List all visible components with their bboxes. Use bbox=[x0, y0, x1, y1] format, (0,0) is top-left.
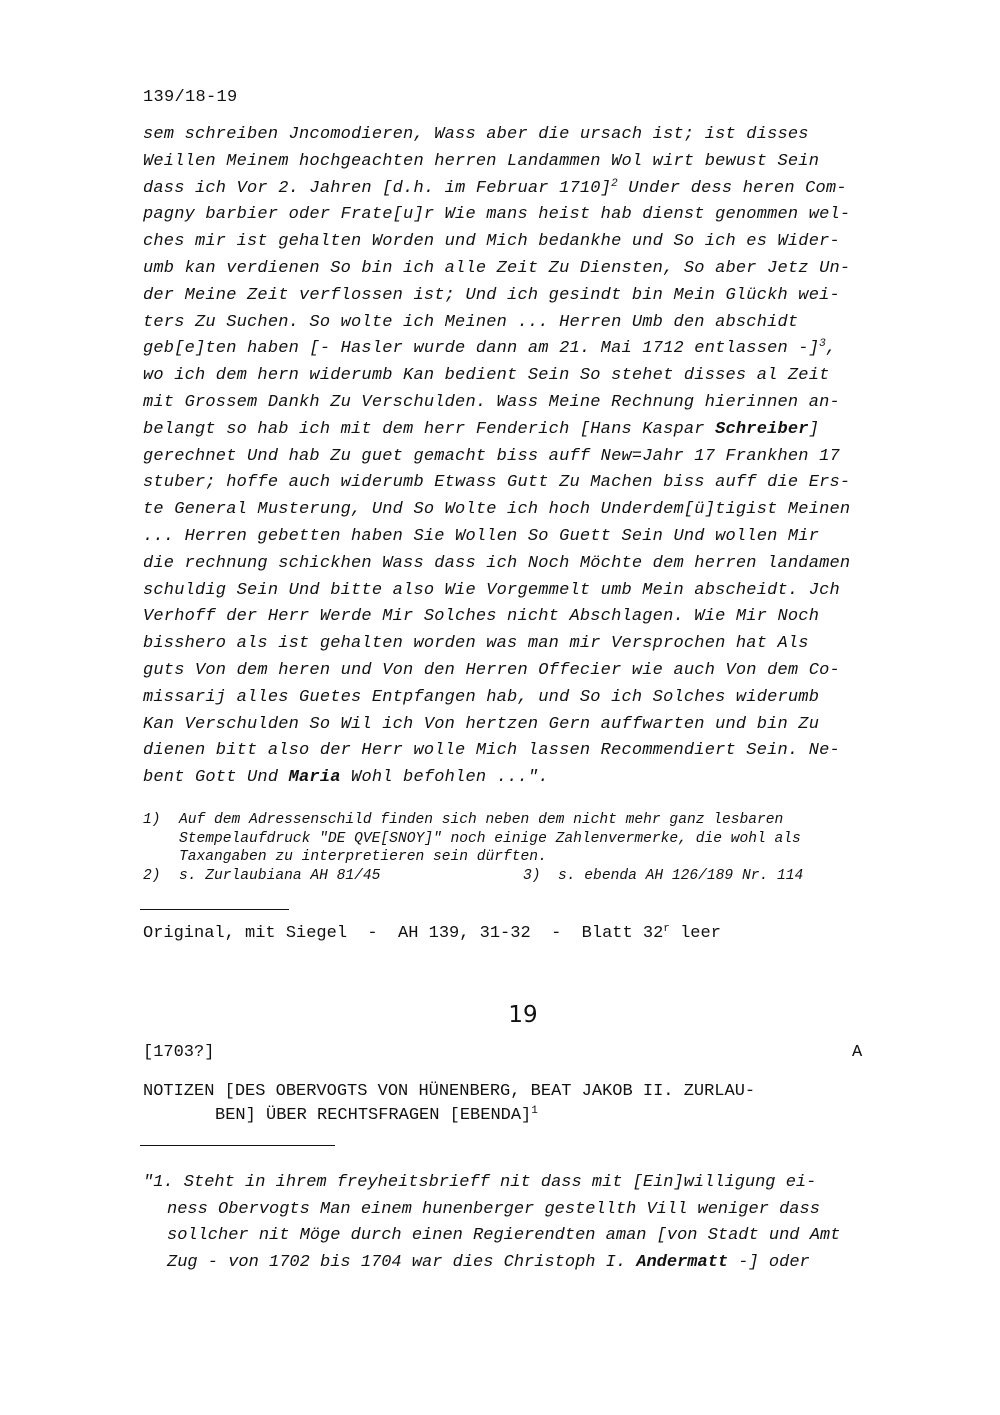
quote-line: ness Obervogts Man einem hunenberger gestellth Vill weniger dass bbox=[167, 1199, 820, 1219]
quote-line: sollcher nit Möge durch einen Regierendten aman [von Stadt und Amt bbox=[167, 1226, 841, 1245]
separator-rule bbox=[140, 1145, 335, 1146]
letter-line-part: Wohl befohlen ...". bbox=[340, 768, 549, 788]
quote-line-part: Zug - von 1702 bis 1704 war dies Christoph I. bbox=[167, 1252, 637, 1272]
letter-line: gerechnet Und hab Zu guet gemacht biss auff New=Jahr 17 Frankhen 17 bbox=[143, 446, 840, 466]
letter-line bbox=[143, 336, 913, 363]
letter-line: Verhoff der Herr Werde Mir Solches nicht Abschlagen. Wie Mir Noch bbox=[143, 607, 820, 627]
letter-line-part: , bbox=[825, 339, 837, 359]
letter-line-part: ] bbox=[808, 419, 820, 439]
letter-line bbox=[143, 176, 913, 203]
letter-line-part: geb[e]ten haben [- Hasler wurde dann am 21. Mai 1712 entlassen -] bbox=[143, 339, 820, 359]
footnotes bbox=[143, 811, 923, 885]
quote-line: "1. Steht in ihrem freyheitsbrieff nit dass mit [Ein]willigung ei- bbox=[143, 1173, 817, 1192]
document-mark: A bbox=[852, 1043, 863, 1062]
letter-line: guts Von dem heren und Von den Herren Offecier wie auch Von dem Co- bbox=[143, 660, 840, 680]
letter-text bbox=[143, 122, 913, 792]
page-reference: 139/18-19 bbox=[143, 88, 238, 107]
footnote-text: Auf dem Adressenschild finden sich neben dem nicht mehr ganz lesbaren bbox=[179, 812, 784, 828]
title-line bbox=[143, 1104, 755, 1128]
quote-line-part: -] oder bbox=[728, 1252, 810, 1272]
footnote-3-text: 3) s. ebenda AH 126/189 Nr. 114 bbox=[523, 867, 804, 884]
person-name-bold: Schreiber bbox=[715, 419, 809, 439]
footnote-ref-3: 3 bbox=[819, 338, 826, 351]
letter-line: missarij alles Guetes Entpfangen hab, und So ich Solches widerumb bbox=[143, 687, 820, 707]
letter-line: mit Grossem Dankh Zu Verschulden. Wass Meine Rechnung hierinnen an- bbox=[143, 392, 840, 412]
footnote-2-3-line bbox=[143, 867, 923, 886]
source-text-tail: leer bbox=[669, 924, 721, 943]
letter-line-part: dass ich Vor 2. Jahren [d.h. im Februar 1710] bbox=[143, 178, 612, 198]
letter-line: wo ich dem hern widerumb Kan bedient Sein So stehet disses al Zeit bbox=[143, 366, 830, 386]
document-date: [1703?] bbox=[143, 1043, 215, 1062]
letter-line-part: bent Gott Und bbox=[143, 768, 289, 788]
quote-line bbox=[143, 1250, 923, 1277]
letter-line: sem schreiben Jncomodieren, Wass aber die ursach ist; ist disses bbox=[143, 125, 809, 144]
letter-line: umb kan verdienen So bin ich alle Zeit Zu Diensten, So aber Jetz Un- bbox=[143, 258, 851, 278]
letter-line: die rechnung schickhen Wass dass ich Noch Möchte dem herren landamen bbox=[143, 553, 851, 573]
letter-line: ters Zu Suchen. So wolte ich Meinen ... Herren Umb den abschidt bbox=[143, 312, 799, 332]
person-name-bold: Maria bbox=[288, 768, 341, 788]
source-note bbox=[143, 924, 721, 943]
title-line: NOTIZEN [DES OBERVOGTS VON HÜNENBERG, BEAT JAKOB II. ZURLAU- bbox=[143, 1082, 756, 1101]
footnote-text: s. Zurlaubiana AH 81/45 bbox=[179, 867, 381, 884]
letter-line: Weillen Meinem hochgeachten herren Landammen Wol wirt bewust Sein bbox=[143, 151, 820, 171]
footnote-1-line bbox=[143, 811, 923, 830]
title-text: BEN] ÜBER RECHTSFRAGEN [EBENDA] bbox=[215, 1106, 532, 1125]
footnote-1-line bbox=[143, 848, 923, 867]
letter-line: ... Herren gebetten haben Sie Wollen So Guett Sein Und wollen Mir bbox=[143, 526, 820, 546]
letter-line: der Meine Zeit verflossen ist; Und ich gesindt bin Mein Glückh wei- bbox=[143, 285, 840, 305]
letter-line: ches mir ist gehalten Worden und Mich bedankhe und So ich es Wider- bbox=[143, 232, 840, 252]
document-title bbox=[143, 1080, 755, 1128]
letter-line bbox=[143, 417, 913, 444]
footnote-1-line bbox=[143, 830, 923, 849]
document-number: 19 bbox=[508, 1002, 538, 1028]
letter-line: pagny barbier oder Frate[u]r Wie mans heist hab dienst genommen wel- bbox=[143, 205, 851, 225]
quoted-notes bbox=[143, 1170, 923, 1276]
footnote-ref-1: 1 bbox=[531, 1105, 538, 1117]
letter-line-part: belangt so hab ich mit dem herr Fenderich [Hans Kaspar bbox=[143, 419, 716, 439]
letter-line: Kan Verschulden So Wil ich Von hertzen Gern auffwarten und bin Zu bbox=[143, 714, 820, 734]
letter-line: bisshero als ist gehalten worden was man mir Versprochen hat Als bbox=[143, 634, 809, 654]
footnote-text: Taxangaben zu interpretieren sein dürften. bbox=[179, 849, 547, 865]
letter-line: stuber; hoffe auch widerumb Etwass Gutt Zu Machen biss auff die Ers- bbox=[143, 473, 851, 493]
person-name-bold: Andermatt bbox=[636, 1252, 729, 1272]
letter-line: schuldig Sein Und bitte also Wie Vorgemmelt umb Mein abscheidt. Jch bbox=[143, 580, 840, 600]
letter-line bbox=[143, 765, 913, 792]
footnote-ref-2: 2 bbox=[611, 177, 618, 190]
source-text: Original, mit Siegel - AH 139, 31-32 - Blatt 32 bbox=[143, 924, 664, 943]
recto-superscript: r bbox=[663, 923, 670, 935]
letter-line: dienen bitt also der Herr wolle Mich lassen Recommendiert Sein. Ne- bbox=[143, 741, 840, 761]
separator-rule bbox=[140, 909, 289, 910]
letter-line: te General Musterung, Und So Wolte ich hoch Underdem[ü]tigist Meinen bbox=[143, 500, 851, 520]
footnote-number: 2) bbox=[143, 867, 161, 884]
letter-line-part: Under dess heren Com- bbox=[617, 178, 847, 198]
footnote-number: 1) bbox=[143, 812, 161, 828]
footnote-text: Stempelaufdruck "DE QVE[SNOY]" noch einige Zahlenvermerke, die wohl als bbox=[179, 830, 801, 847]
